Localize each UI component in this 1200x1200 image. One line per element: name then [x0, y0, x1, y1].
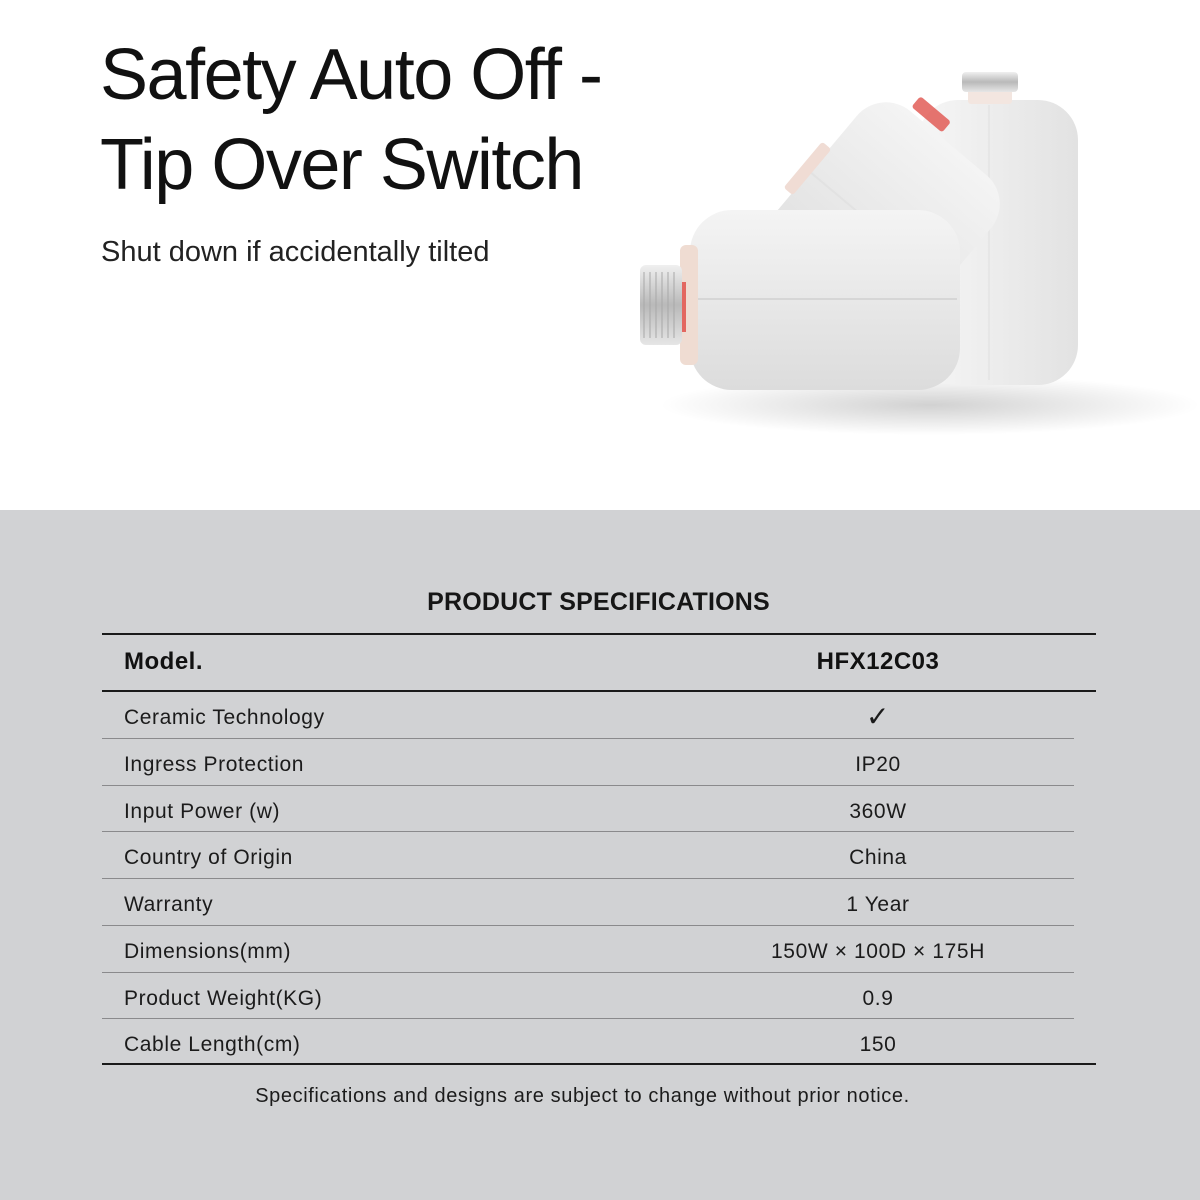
table-bottom-rule: [102, 1063, 1096, 1065]
spec-value: 150W × 100D × 175H: [771, 939, 985, 963]
model-label: Model.: [124, 648, 203, 675]
table-row: [102, 879, 1074, 926]
headline-line-1: Safety Auto Off -: [100, 35, 602, 115]
spec-value: 360W: [849, 799, 907, 823]
spec-label: Country of Origin: [124, 846, 293, 870]
spec-header-row: [102, 635, 1096, 690]
spec-value: 0.9: [862, 986, 894, 1010]
model-value: HFX12C03: [816, 648, 940, 675]
spec-table-body: [102, 692, 1096, 1065]
spec-value: IP20: [855, 752, 901, 776]
table-row: [102, 832, 1074, 879]
table-row: [102, 692, 1074, 739]
spec-label: Warranty: [124, 893, 214, 916]
spec-label: Dimensions(mm): [124, 939, 292, 963]
spec-label: Product Weight(KG): [124, 986, 323, 1010]
specs-title: PRODUCT SPECIFICATIONS: [427, 588, 770, 616]
headline: [100, 30, 601, 210]
table-row: [102, 926, 1074, 973]
product-specifications-section: [0, 510, 1200, 1200]
headline-line-2: Tip Over Switch: [100, 125, 583, 205]
checkmark-icon: ✓: [865, 701, 891, 732]
spec-value: China: [849, 846, 907, 870]
spec-label: Cable Length(cm): [124, 1033, 301, 1057]
spec-value: 150: [859, 1033, 897, 1057]
heater-product-image: [600, 60, 1200, 480]
disclaimer: Specifications and designs are subject to change without prior notice.: [255, 1085, 910, 1107]
subheadline: Shut down if accidentally tilted: [101, 236, 490, 268]
table-row: [102, 973, 1074, 1020]
heater-front-unit: [640, 210, 960, 390]
hero-section: [0, 0, 1200, 510]
spec-label: Ingress Protection: [124, 752, 305, 776]
table-row: [102, 739, 1074, 786]
spec-value: 1 Year: [846, 893, 910, 916]
table-row: [102, 1019, 1074, 1065]
table-row: [102, 786, 1074, 833]
spec-label: Ceramic Technology: [124, 706, 325, 729]
spec-label: Input Power (w): [124, 799, 281, 823]
